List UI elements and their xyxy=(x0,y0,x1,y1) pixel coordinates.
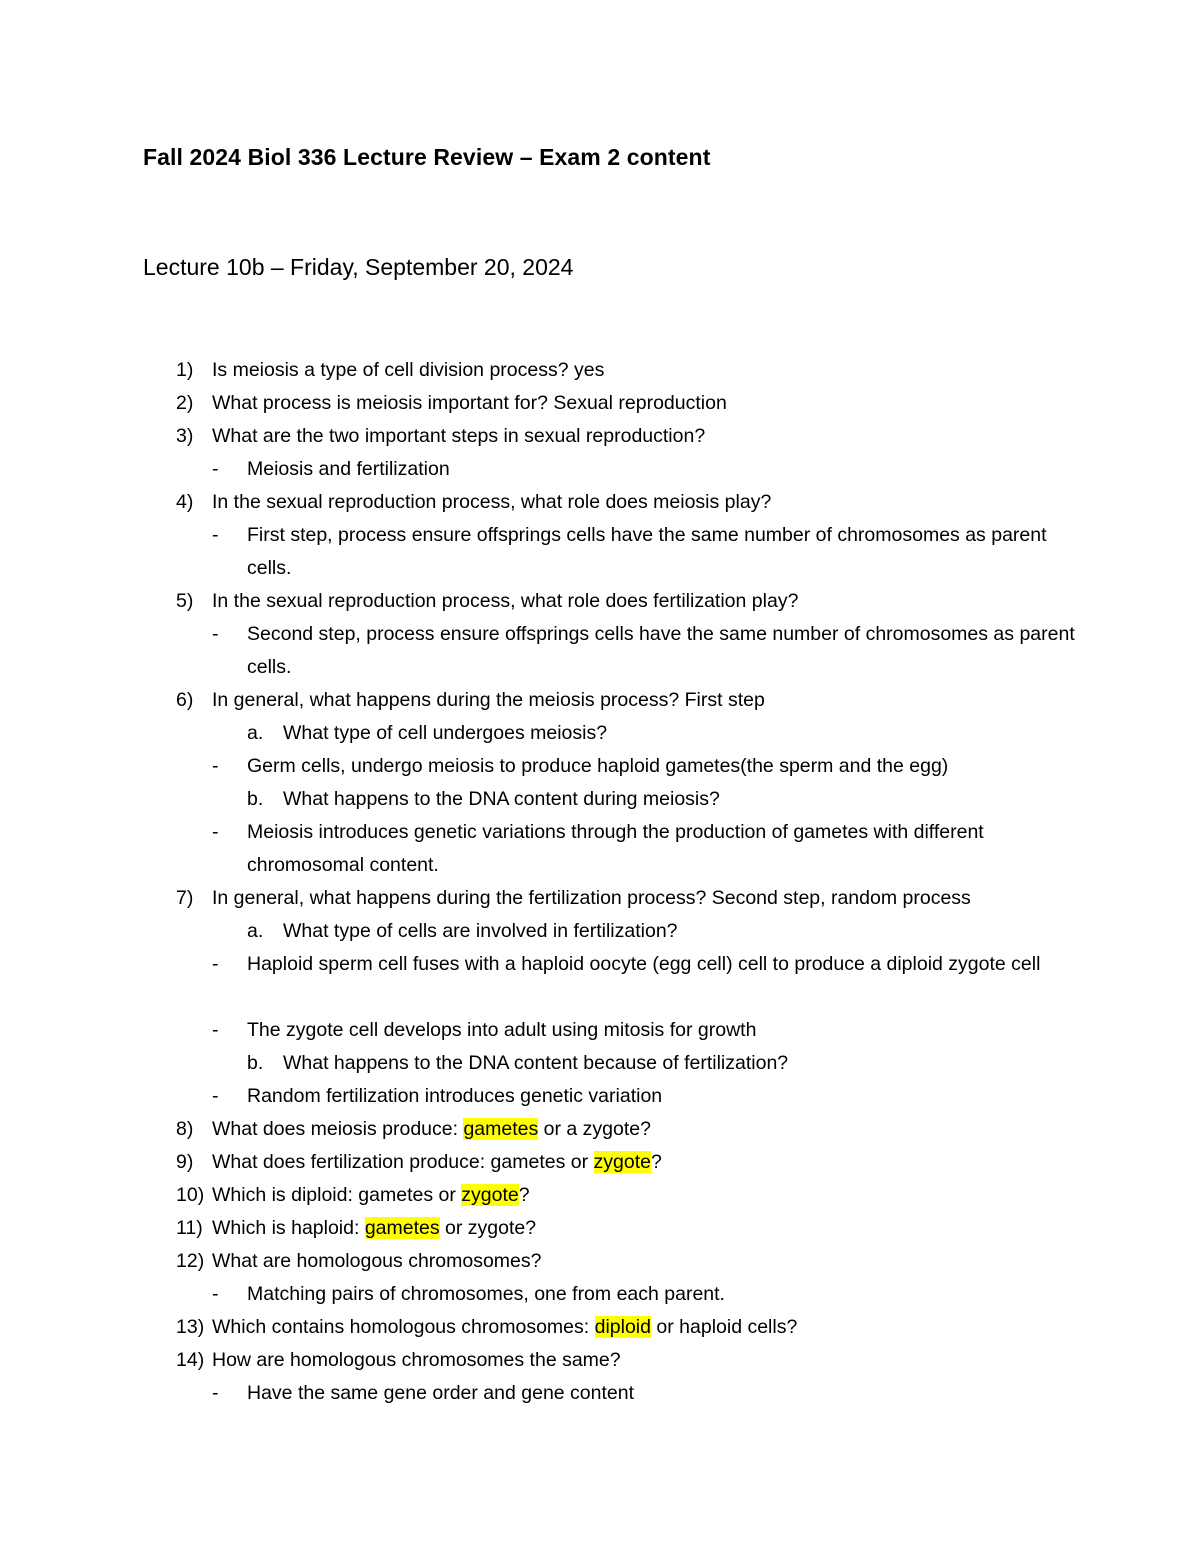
answer-item xyxy=(0,1377,1200,1410)
question-text-segment: In general, what happens during the fertilization process? Second step, random process xyxy=(212,887,971,909)
dash-bullet: - xyxy=(212,524,219,546)
dash-bullet: - xyxy=(212,1283,219,1305)
question-text xyxy=(212,420,705,453)
question-text-segment: In the sexual reproduction process, what role does fertilization play? xyxy=(212,590,799,612)
highlighted-answer: gametes xyxy=(463,1118,539,1140)
sub-question-text: What happens to the DNA content because of fertilization? xyxy=(283,1052,789,1074)
question-item xyxy=(0,684,1200,717)
question-number: 11) xyxy=(176,1217,203,1239)
question-item xyxy=(0,882,1200,915)
sub-question-item xyxy=(0,717,1200,750)
question-text-segment: How are homologous chromosomes the same? xyxy=(212,1349,621,1371)
question-text xyxy=(212,1344,621,1377)
question-text-segment: Which contains homologous chromosomes: xyxy=(212,1316,595,1338)
answer-text: Have the same gene order and gene content xyxy=(247,1382,635,1404)
question-text-segment: In the sexual reproduction process, what role does meiosis play? xyxy=(212,491,772,513)
question-text xyxy=(212,1113,651,1146)
question-text xyxy=(212,354,604,387)
question-item xyxy=(0,1146,1200,1179)
question-text xyxy=(212,585,798,618)
question-text-segment: In general, what happens during the meiosis process? First step xyxy=(212,689,765,711)
answer-item xyxy=(0,948,1200,1014)
dash-bullet: - xyxy=(212,458,219,480)
answer-text: Meiosis introduces genetic variations through the production of gametes with different chromosomal content. xyxy=(247,821,984,876)
question-text-segment: What does meiosis produce: xyxy=(212,1118,464,1140)
sub-question-letter: a. xyxy=(247,722,264,744)
dash-bullet: - xyxy=(212,821,219,843)
question-text xyxy=(212,1245,542,1278)
question-number: 10) xyxy=(176,1184,205,1206)
question-text-segment: What are the two important steps in sexual reproduction? xyxy=(212,425,706,447)
question-text-segment: What are homologous chromosomes? xyxy=(212,1250,542,1272)
question-number: 13) xyxy=(176,1316,205,1338)
highlighted-answer: zygote xyxy=(461,1184,519,1206)
sub-question-item xyxy=(0,1047,1200,1080)
answer-text: Matching pairs of chromosomes, one from each parent. xyxy=(247,1283,725,1305)
question-text xyxy=(212,486,771,519)
sub-question-letter: b. xyxy=(247,1052,264,1074)
question-text xyxy=(212,1179,530,1212)
question-text-segment: Is meiosis a type of cell division process? yes xyxy=(212,359,605,381)
answer-item xyxy=(0,816,1200,882)
question-item xyxy=(0,1311,1200,1344)
dash-bullet: - xyxy=(212,1019,219,1041)
sub-question-text: What happens to the DNA content during meiosis? xyxy=(283,788,720,810)
answer-item xyxy=(0,519,1200,585)
question-item xyxy=(0,585,1200,618)
question-text xyxy=(212,387,727,420)
question-text xyxy=(212,684,765,717)
sub-question-text: What type of cell undergoes meiosis? xyxy=(283,722,608,744)
question-list xyxy=(0,354,1200,1410)
highlighted-answer: gametes xyxy=(364,1217,440,1239)
question-item xyxy=(0,387,1200,420)
sub-question-letter: b. xyxy=(247,788,264,810)
answer-item xyxy=(0,750,1200,783)
answer-text: First step, process ensure offsprings cells have the same number of chromosomes as parent cells. xyxy=(247,524,1047,579)
question-text xyxy=(212,1212,536,1245)
highlighted-answer: diploid xyxy=(594,1316,651,1338)
sub-question-item xyxy=(0,783,1200,816)
answer-item xyxy=(0,1278,1200,1311)
question-number: 8) xyxy=(176,1118,194,1140)
question-number: 6) xyxy=(176,689,194,711)
dash-bullet: - xyxy=(212,953,219,975)
answer-text: Second step, process ensure offsprings cells have the same number of chromosomes as parent cells. xyxy=(247,623,1075,678)
question-text-segment: or a zygote? xyxy=(538,1118,651,1140)
question-text-segment: What does fertilization produce: gametes or xyxy=(212,1151,594,1173)
dash-bullet: - xyxy=(212,755,219,777)
dash-bullet: - xyxy=(212,1382,219,1404)
question-number: 7) xyxy=(176,887,194,909)
dash-bullet: - xyxy=(212,623,219,645)
answer-text: Germ cells, undergo meiosis to produce haploid gametes(the sperm and the egg) xyxy=(247,755,949,777)
sub-question-letter: a. xyxy=(247,920,264,942)
question-item xyxy=(0,1344,1200,1377)
question-text-segment: ? xyxy=(518,1184,530,1206)
question-item xyxy=(0,1113,1200,1146)
dash-bullet: - xyxy=(212,1085,219,1107)
question-item xyxy=(0,1245,1200,1278)
question-text-segment: Which is haploid: xyxy=(212,1217,365,1239)
sub-question-item xyxy=(0,915,1200,948)
answer-item xyxy=(0,1014,1200,1047)
question-text xyxy=(212,882,971,915)
question-item xyxy=(0,354,1200,387)
question-number: 2) xyxy=(176,392,194,414)
question-number: 14) xyxy=(176,1349,205,1371)
answer-text: The zygote cell develops into adult using mitosis for growth xyxy=(247,1019,757,1041)
answer-item xyxy=(0,618,1200,684)
question-text-segment: or haploid cells? xyxy=(650,1316,798,1338)
answer-text: Meiosis and fertilization xyxy=(247,458,450,480)
answer-item xyxy=(0,453,1200,486)
question-number: 5) xyxy=(176,590,194,612)
question-text-segment: or zygote? xyxy=(439,1217,537,1239)
question-number: 9) xyxy=(176,1151,194,1173)
question-number: 1) xyxy=(176,359,194,381)
answer-item xyxy=(0,1080,1200,1113)
sub-question-text: What type of cells are involved in fertilization? xyxy=(283,920,678,942)
question-text-segment: Which is diploid: gametes or xyxy=(212,1184,462,1206)
question-number: 3) xyxy=(176,425,194,447)
question-text-segment: ? xyxy=(650,1151,662,1173)
question-text-segment: What process is meiosis important for? Sexual reproduction xyxy=(212,392,727,414)
question-item xyxy=(0,486,1200,519)
question-number: 12) xyxy=(176,1250,205,1272)
question-item xyxy=(0,1212,1200,1245)
document-title: Fall 2024 Biol 336 Lecture Review – Exam 2 content xyxy=(143,144,711,170)
question-item xyxy=(0,1179,1200,1212)
question-number: 4) xyxy=(176,491,194,513)
lecture-heading: Lecture 10b – Friday, September 20, 2024 xyxy=(143,254,574,280)
answer-text: Random fertilization introduces genetic variation xyxy=(247,1085,663,1107)
highlighted-answer: zygote xyxy=(593,1151,651,1173)
answer-text: Haploid sperm cell fuses with a haploid oocyte (egg cell) cell to produce a diploid zygote cell xyxy=(247,953,1041,975)
question-text xyxy=(212,1146,662,1179)
question-text xyxy=(212,1311,797,1344)
question-item xyxy=(0,420,1200,453)
